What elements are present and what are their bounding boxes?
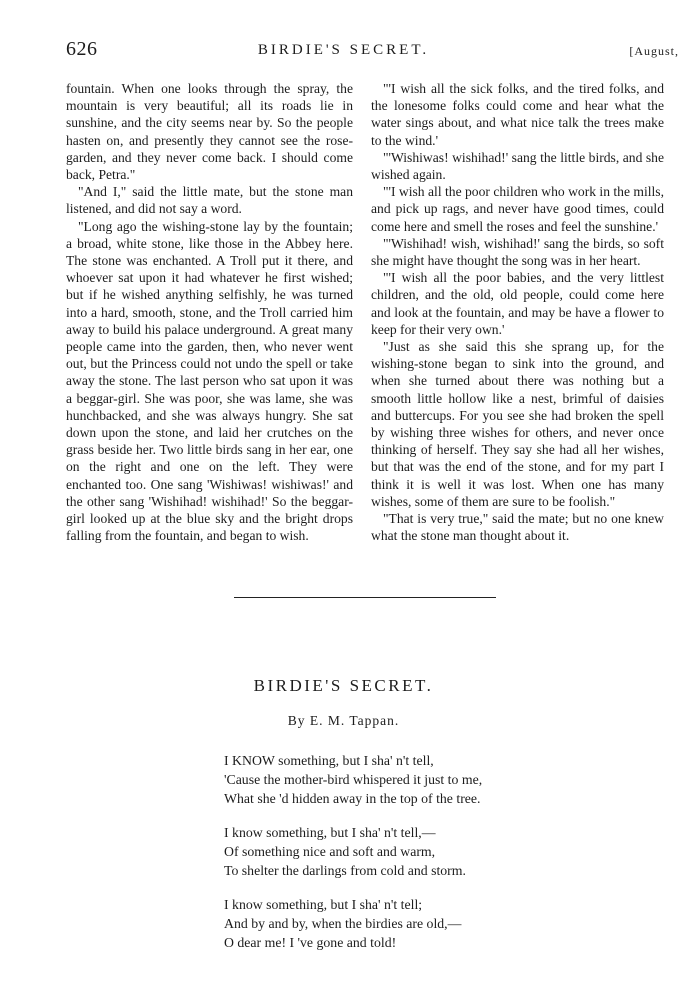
paragraph: "'Wishiwas! wishihad!' sang the little birds, and she wished again.	[371, 149, 664, 183]
right-column	[371, 80, 664, 544]
page-number: 626	[66, 38, 98, 60]
section-divider	[234, 597, 496, 598]
paragraph: "That is very true," said the mate; but no one knew what the stone man thought about it.	[371, 511, 664, 544]
poem-line: O dear me! I 've gone and told!	[224, 935, 397, 950]
left-column	[66, 80, 353, 544]
paragraph: "'I wish all the sick folks, and the tired folks, and the lonesome folks could come and hear what the water sings about, and what nice talk the trees make to the wind.'	[371, 81, 664, 148]
paragraph: "'I wish all the poor babies, and the very littlest children, and the old, old people, could come here and look at the fountain, and may be have a flower to keep for their very own.'	[371, 270, 664, 337]
poem-title: BIRDIE'S SECRET.	[253, 676, 434, 695]
page-header	[0, 38, 687, 66]
poem-stanza	[224, 823, 482, 880]
poem-stanza	[224, 895, 482, 952]
paragraph: "'Wishihad! wish, wishihad!' sang the birds, so soft she might have thought the song was in her heart.	[371, 235, 664, 269]
poem-line: I know something, but I sha' n't tell;	[224, 897, 423, 912]
paragraph: "Long ago the wishing-stone lay by the fountain; a broad, white stone, like those in the Abbey here. The stone was enchanted. A Troll put it there, and whoever sat upon it had whatever he first wished; but if he wished anything selfishly, he was turned into a hard, smooth, stone, and the Troll carried him away to build his palace underground. A great many people came into the garden, then, who never went out, but the Princess could not undo the spell or take away the stone. The last person who sat upon it was a beggar-girl. She was poor, she was lame, she was hunchbacked, and she was always hungry. She sat down upon the stone, and laid her crutches on the grass beside her. Two little birds sang in her ear, one on the right and one on the left. They were enchanted too. One sang 'Wishiwas! wishiwas!' and the other sang 'Wishihad! wishihad!' So the beggar-girl looked up at the blue sky and the bright drops falling from the fountain, and began to wish.	[66, 218, 353, 544]
poem-byline: By E. M. Tappan.	[287, 713, 400, 728]
poem-line: What she 'd hidden away in the top of the tree.	[224, 791, 481, 806]
poem-line: I KNOW something, but I sha' n't tell,	[224, 753, 434, 768]
paragraph: "'I wish all the poor children who work in the mills, and pick up rags, and never have good times, could come here and smell the roses and feel the sunshine.'	[371, 184, 664, 234]
paragraph: "And I," said the little mate, but the stone man listened, and did not say a word.	[66, 184, 353, 217]
issue-month: [August,	[629, 44, 679, 58]
poem-line: To shelter the darlings from cold and storm.	[224, 863, 466, 878]
poem-line: I know something, but I sha' n't tell,—	[224, 825, 436, 840]
poem-line: And by and by, when the birdies are old,—	[224, 916, 462, 931]
paragraph: fountain. When one looks through the spray, the mountain is very beautiful; all its roads lie in sunshine, and the city seems near by. So the people hasten on, and presently they cannot see the rose-garden, and they never come back. I should come back, Petra."	[66, 81, 353, 183]
poem-line: 'Cause the mother-bird whispered it just to me,	[224, 772, 483, 787]
poem-line: Of something nice and soft and warm,	[224, 844, 436, 859]
poem-body	[224, 751, 482, 952]
paragraph: "Just as she said this she sprang up, for the wishing-stone began to sink into the ground, and when she turned about there was nothing but a smooth little hollow like a nest, brimful of daisies and buttercups. For you see she had broken the spell by wishing three wishes for others, and never once thinking of herself. They say she had all her wishes, but that was the end of the stone, and for my part I think it is well it was lost. When one has many wishes, some of them are sure to be foolish."	[371, 339, 664, 509]
poem-stanza	[224, 751, 482, 808]
running-title: BIRDIE'S SECRET.	[257, 42, 430, 58]
